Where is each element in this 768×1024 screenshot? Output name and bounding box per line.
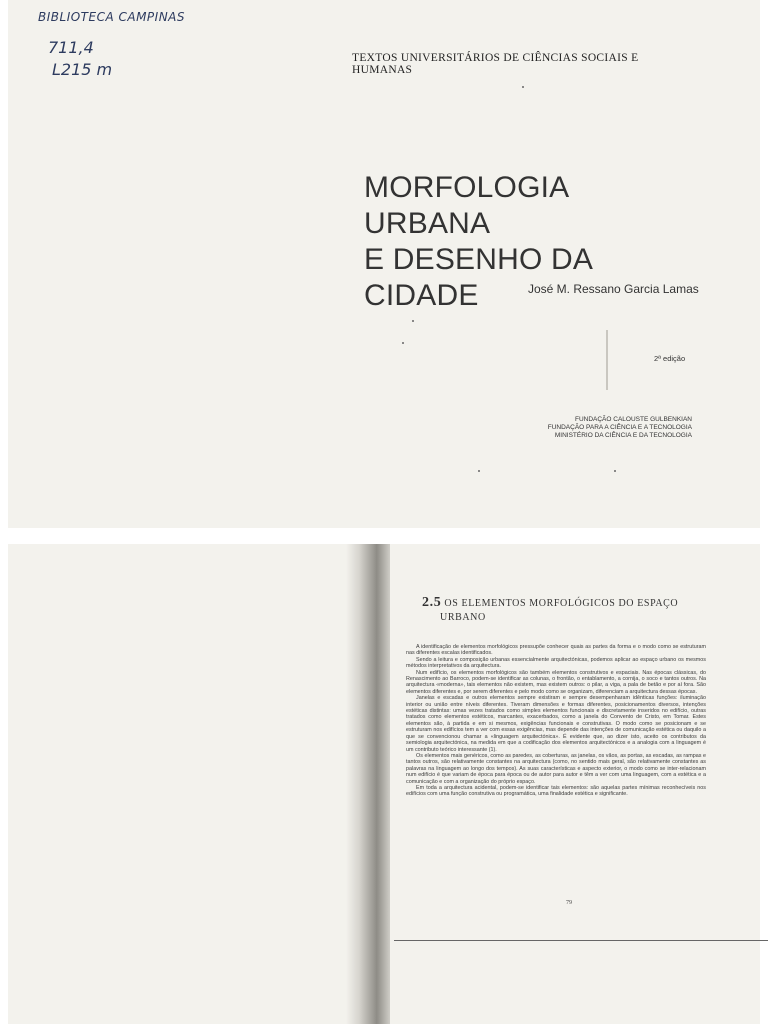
body-text (406, 644, 706, 798)
publisher-list (528, 416, 692, 440)
scan-speck (614, 470, 616, 472)
paragraph: A identificação de elementos morfológicos pressupõe conhecer quais as partes da forma e o modo como se estruturam nas diferentes escalas identificados. (406, 644, 706, 657)
scan-speck (522, 86, 524, 88)
scan-speck (402, 342, 404, 344)
publisher-2: FUNDAÇÃO PARA A CIÊNCIA E A TECNOLOGIA (547, 424, 692, 431)
series-title: TEXTOS UNIVERSITÁRIOS DE CIÊNCIAS SOCIAIS E HUMANAS (352, 52, 639, 76)
paragraph: Os elementos mais genéricos, como as paredes, as coberturas, as janelas, os vãos, as portas, as escadas, as rampas e tantos outros, são relativamente constantes na arquitectura (como, no sentido mais geral, são relativamente constantes as palavras na linguagem ao longo dos tempos). As suas características e aspecto exterior, o modo como se inter-relacionam num edifício é que variam de época para época ou de autor para autor e têm a ver com uma linguagem, com a estética e a comunicação e com a organização do próprio espaço. (406, 752, 706, 785)
book-title-line-2: E DESENHO DA CIDADE (364, 243, 592, 312)
paragraph: Num edifício, os elementos morfológicos são também elementos construtivos e espaciais. Nas épocas clássicas, do Renascimento ao Barroco, podem-se identificar as colunas, o frontão, o entablamento, a cornija, o soco e tantos outros. Na arquitectura «moderna», tais elementos não existem, mas existem outros: o pilar, a viga, a pala de betão e por aí fora. São elementos diferentes e, por serem diferentes e pelo modo como se organizam, diferenciam a arquitectura dessas épocas. (406, 669, 706, 695)
scan-speck (478, 470, 480, 472)
book-gutter-shadow (346, 544, 390, 1024)
page-edge-line (394, 940, 768, 941)
handwritten-cutter-number: L215 m (52, 60, 113, 79)
paragraph: Janelas e escadas e outros elementos sempre existiram e sempre desempenharam idênticas funções: iluminação interior ou união entre níveis diferentes. Tiveram dimensões e formas diferentes, posicionamentos diversos, intenções estéticas distintas: umas vezes tratados como simples elementos funcionais e discretamente inseridos no edifício, outras tratados como elementos estéticos, marcantes, exacerbados, como a janela do Convento de Cristo, em Tomar. Estes elementos são, à partida e em si mesmos, exigências funcionais e construtivas. O modo como se posicionam e se estruturam nos edifícios tem a ver com essas exigências, mas depende das intenções de comunicação estética ou daquilo a que se convencionou chamar a «linguagem arquitectónica». É evidente que, ao dizer isto, aceito os contributos da semiologia arquitectónica, na medida em que a codificação dos elementos arquitectónicos e a analogia com a linguagem é um contributo teórico interessante (1). (406, 695, 706, 753)
paragraph: Em toda a arquitectura acidental, podem-se identificar tais elementos: são aquelas partes mínimas reconhecíveis nos edifícios com uma função construtiva ou programática, uma finalidade estética e significante. (406, 784, 706, 798)
section-heading-line-1: OS ELEMENTOS MORFOLÓGICOS DO ESPAÇO (444, 598, 679, 609)
book-title-line-1: MORFOLOGIA URBANA (364, 171, 568, 240)
author-name: José M. Ressano Garcia Lamas (528, 282, 699, 296)
paragraph: Sendo a leitura e composição urbanas essencialmente arquitectónicas, podemos aplicar ao espaço urbano os mesmos métodos interpretativos da arquitectura. (406, 656, 706, 670)
edition-label: 2ª edição (654, 354, 686, 363)
chapter-page (8, 544, 760, 1024)
section-heading (422, 596, 722, 625)
cover-page (8, 0, 760, 528)
section-number: 2.5 (422, 595, 442, 610)
handwritten-library-note: BIBLIOTECA CAMPINAS (38, 10, 186, 24)
publisher-3: MINISTÉRIO DA CIÊNCIA E DA TECNOLOGIA (554, 432, 692, 439)
section-heading-line-2: URBANO (440, 612, 486, 623)
page-number: 79 (566, 900, 572, 906)
handwritten-class-number: 711,4 (48, 38, 94, 57)
scan-speck (412, 320, 414, 322)
scan-mark (606, 330, 608, 390)
publisher-1: FUNDAÇÃO CALOUSTE GULBENKIAN (574, 416, 692, 423)
